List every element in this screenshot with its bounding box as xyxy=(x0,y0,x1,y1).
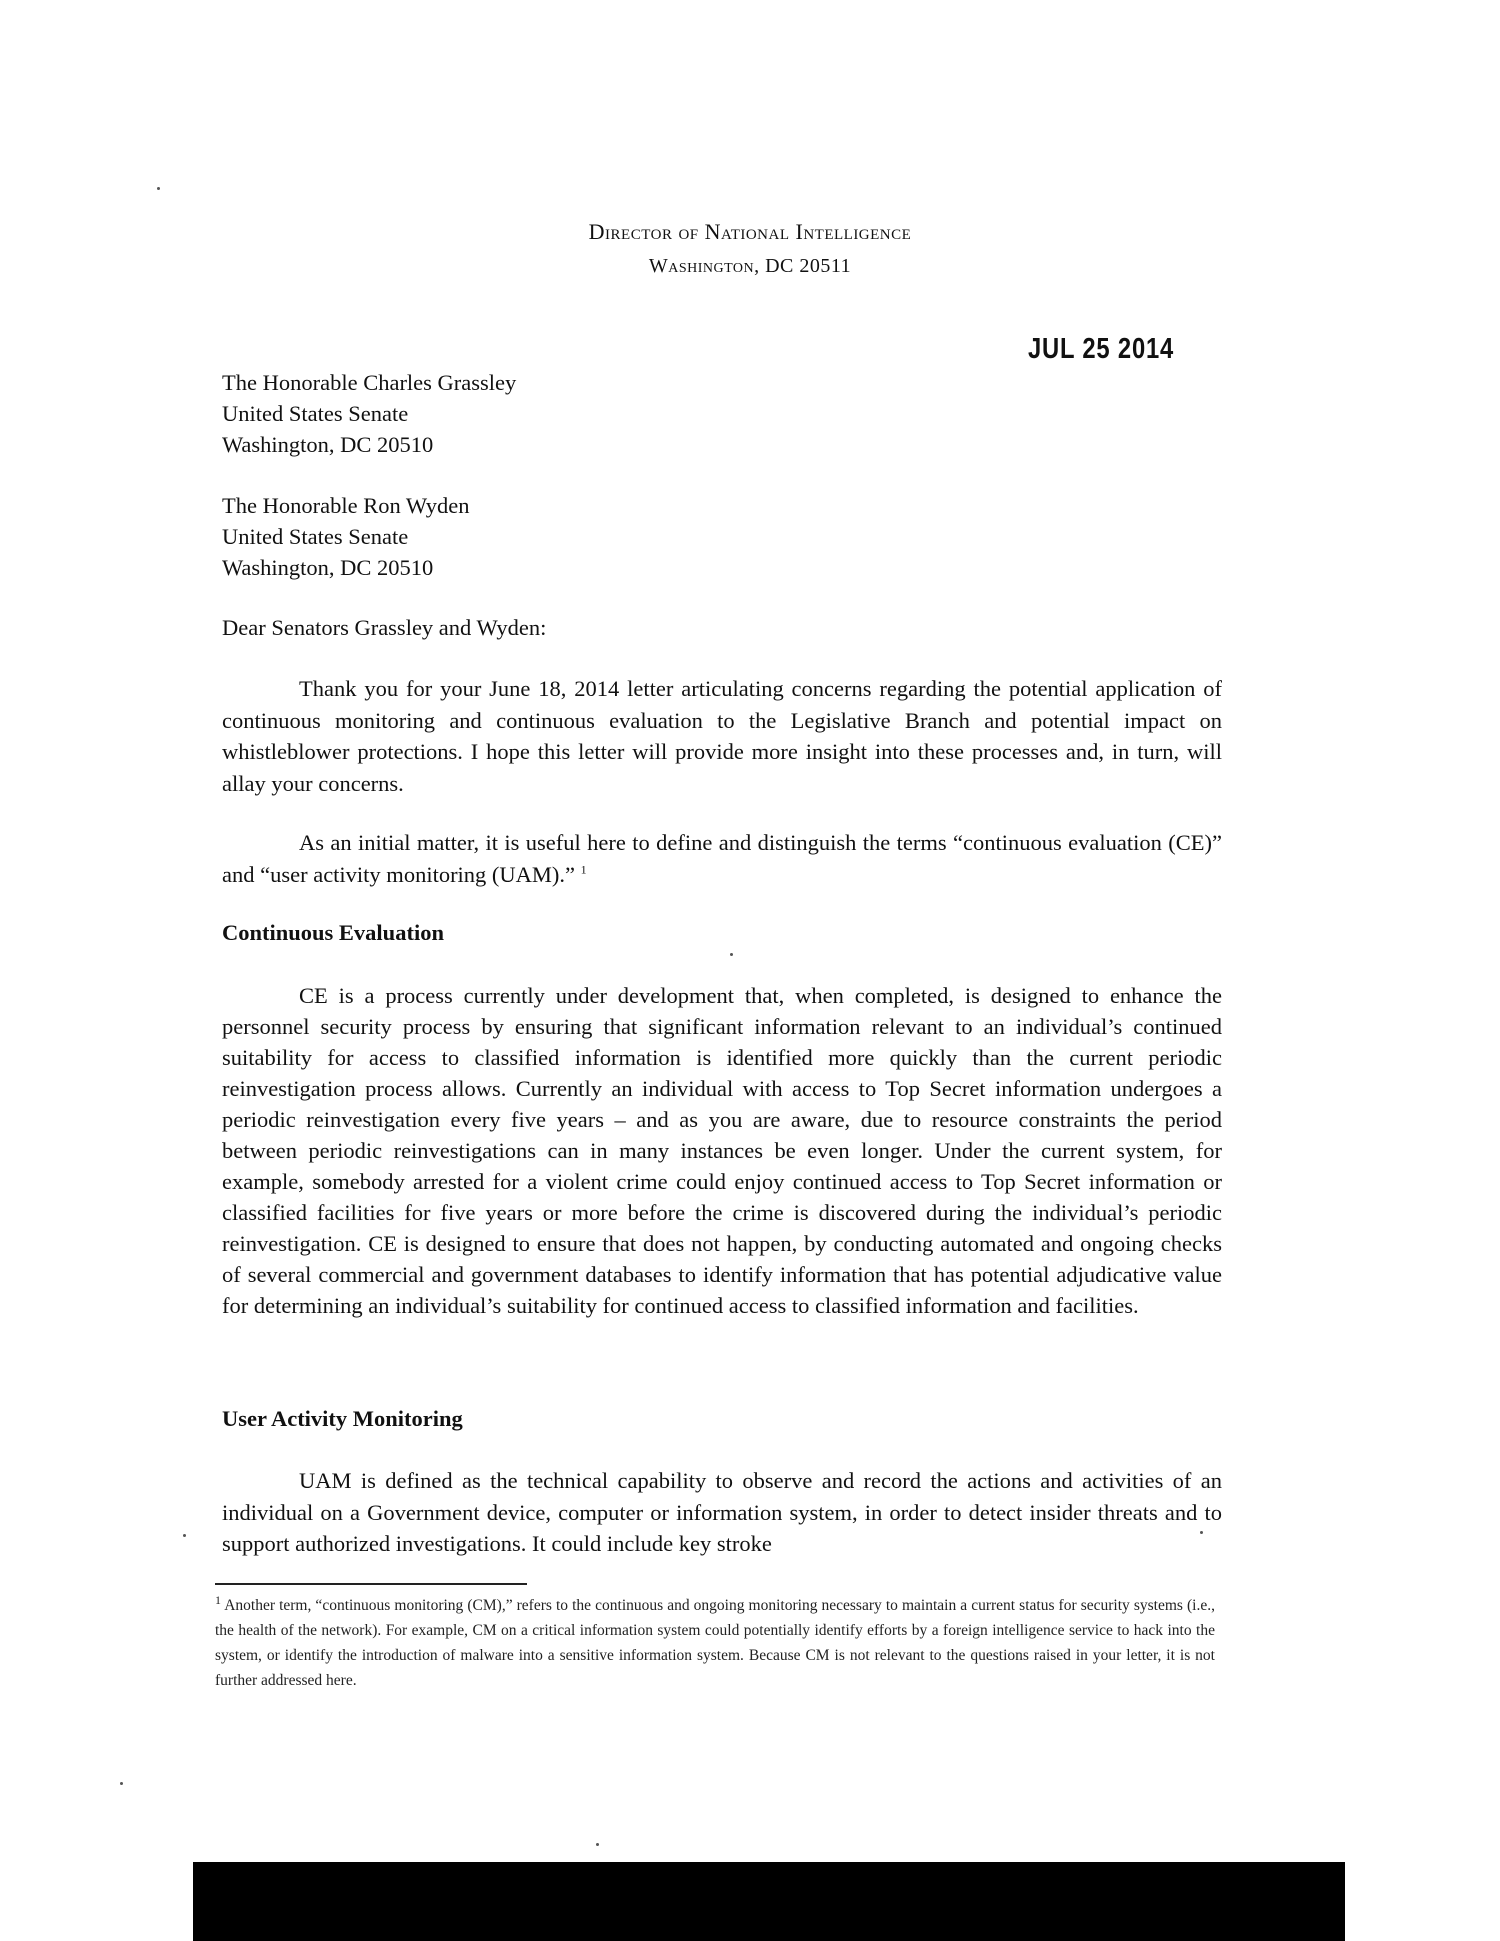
salutation: Dear Senators Grassley and Wyden: xyxy=(222,615,547,640)
scan-speck xyxy=(183,1534,186,1537)
section-heading-continuous-evaluation: Continuous Evaluation xyxy=(222,920,444,945)
scan-speck xyxy=(730,953,733,956)
definitions-paragraph xyxy=(222,827,1222,890)
footnote-text: Another term, “continuous monitoring (CM),” refers to the continuous and ongoing monitoring necessary to maintain a current status for security systems (i.e., the health of the network). For example, CM on a critical information system could potentially identify efforts by a foreign intelligence service to hack into the system, or identify the introduction of malware into a sensitive information system. Because CM is not relevant to the questions raised in your letter, it is not further addressed here. xyxy=(215,1597,1215,1689)
footnote xyxy=(215,1593,1215,1693)
addressee-city: Washington, DC 20510 xyxy=(222,432,434,457)
addressee-body: United States Senate xyxy=(222,401,409,426)
footnote-divider xyxy=(215,1583,527,1585)
addressee-name: The Honorable Charles Grassley xyxy=(222,370,517,395)
footnote-reference: 1 xyxy=(580,862,587,876)
letter-date-stamp: JUL 25 2014 xyxy=(1028,333,1175,365)
continuous-evaluation-paragraph: CE is a process currently under development that, when completed, is designed to enhance the personnel security process by ensuring that significant information relevant to an individual’s continued suitability for access to classified information is identified more quickly than the current periodic reinvestigation process allows. Currently an individual with access to Top Secret information undergoes a periodic reinvestigation every five years – and as you are aware, due to resource constraints the period between periodic reinvestigations can in many instances be even longer. Under the current system, for example, somebody arrested for a violent crime could enjoy continued access to Top Secret information or classified facilities for five years or more before the crime is discovered during the individual’s periodic reinvestigation. CE is designed to ensure that does not happen, by conducting automated and ongoing checks of several commercial and government databases to identify information that has potential adjudicative value for determining an individual’s suitability for continued access to classified information and facilities. xyxy=(222,983,1222,1318)
scan-speck xyxy=(120,1782,123,1785)
addressee-city: Washington, DC 20510 xyxy=(222,555,434,580)
scan-speck xyxy=(596,1843,599,1846)
scan-speck xyxy=(1200,1531,1203,1534)
addressee-body: United States Senate xyxy=(222,524,409,549)
addressee-block-wyden xyxy=(222,490,1222,583)
user-activity-monitoring-paragraph: UAM is defined as the technical capability to observe and record the actions and activities of an individual on a Government device, computer or information system, in order to detect insider threats and to support authorized investigations. It could include key stroke xyxy=(222,1468,1222,1556)
addressee-name: The Honorable Ron Wyden xyxy=(222,493,470,518)
scan-speck xyxy=(157,187,160,190)
intro-paragraph: Thank you for your June 18, 2014 letter articulating concerns regarding the potential application of continuous monitoring and continuous evaluation to the Legislative Branch and potential impact on whistleblower protections. I hope this letter will provide more insight into these processes and, in turn, will allay your concerns. xyxy=(222,676,1222,796)
redaction-bar xyxy=(193,1862,1345,1941)
addressee-block-grassley xyxy=(222,367,1222,460)
letterhead xyxy=(0,218,1500,280)
section-heading-user-activity-monitoring: User Activity Monitoring xyxy=(222,1406,463,1431)
letterhead-agency: Director of National Intelligence xyxy=(588,219,912,244)
footnote-marker: 1 xyxy=(215,1592,221,1607)
letterhead-city: Washington, DC 20511 xyxy=(648,255,852,277)
definitions-text: As an initial matter, it is useful here to define and distinguish the terms “continuous evaluation (CE)” and “user activity monitoring (UAM).” xyxy=(222,830,1222,887)
